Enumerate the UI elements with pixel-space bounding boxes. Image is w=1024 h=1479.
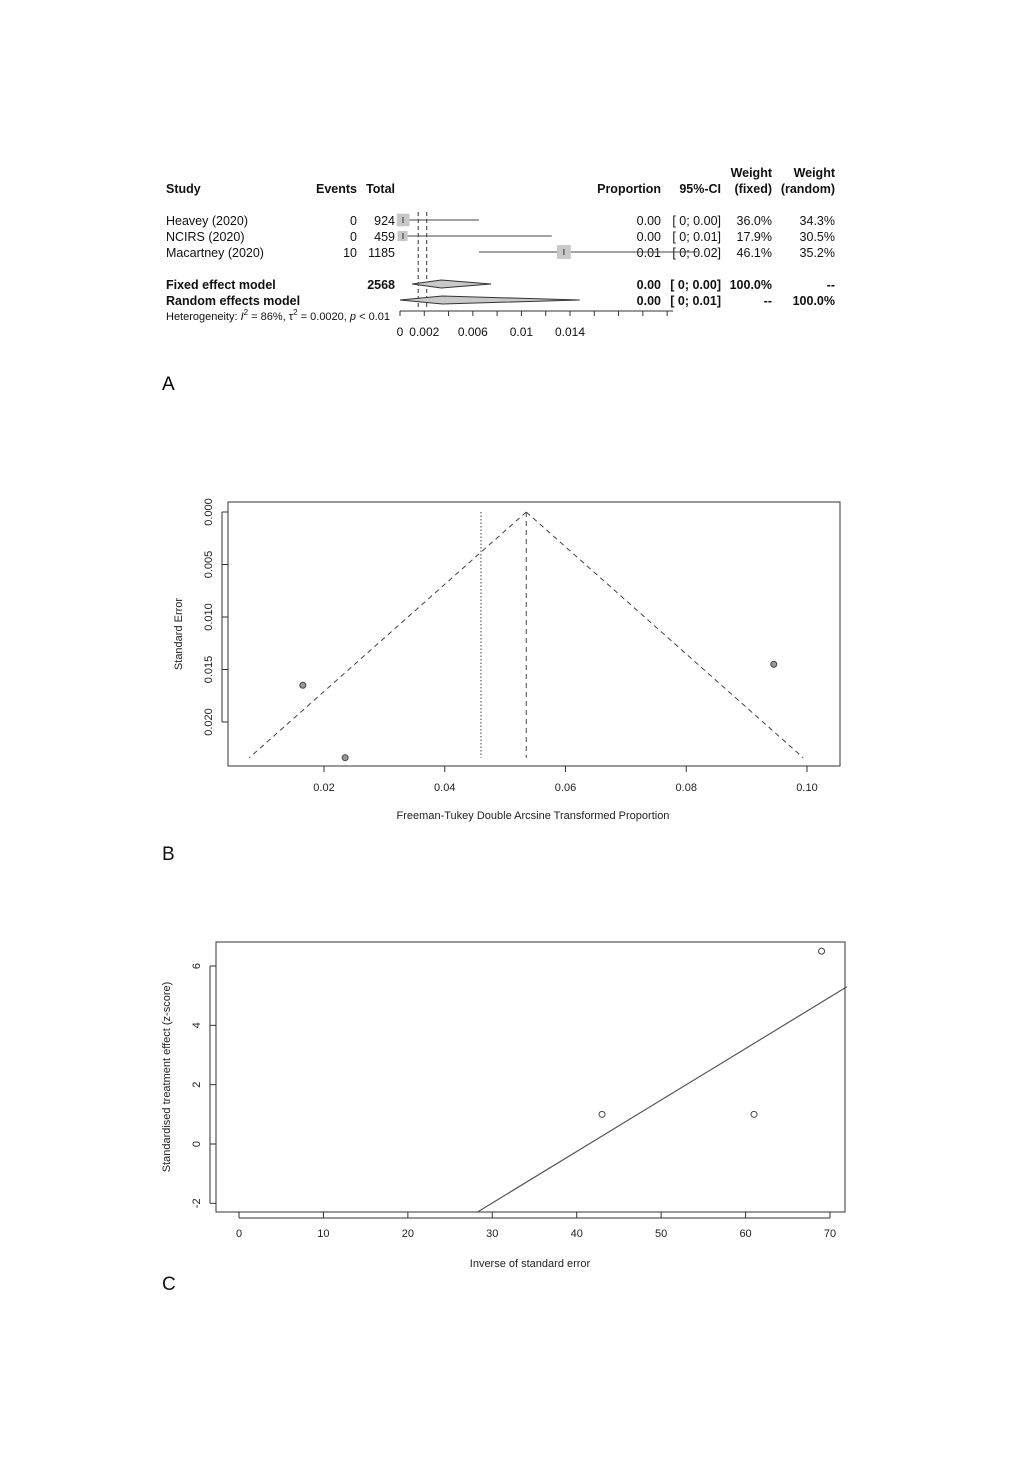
study-name: Heavey (2020) (166, 214, 248, 228)
scatter-y-tick-label: 4 (191, 1022, 203, 1029)
scatter-x-tick-label: 10 (317, 1228, 330, 1240)
fixed-model-proportion: 0.00 (636, 278, 661, 292)
study-events: 10 (343, 246, 357, 260)
header-events: Events (316, 182, 357, 196)
study-proportion: 0.01 (636, 246, 661, 260)
fixed-model-ci: [ 0; 0.00] (670, 278, 721, 292)
fixed-model-total: 2568 (367, 278, 395, 292)
study-weight-fixed: 46.1% (736, 246, 772, 260)
funnel-x-tick-label: 0.04 (434, 782, 456, 794)
scatter-x-tick-label: 40 (570, 1228, 583, 1240)
scatter-y-tick-label: 6 (191, 962, 203, 970)
scatter-x-tick-label: 70 (823, 1228, 837, 1240)
funnel-x-tick-label: 0.06 (554, 782, 577, 794)
scatter-y-tick-label: 2 (191, 1081, 203, 1088)
scatter-x-tick-label: 20 (401, 1228, 414, 1240)
scatter-graphics (191, 942, 847, 1240)
funnel-x-tick-label: 0.10 (796, 782, 818, 794)
funnel-y-axis-title: Standard Error (173, 597, 185, 671)
scatter-study-point (599, 1111, 605, 1117)
scatter-x-tick-label: 50 (655, 1228, 668, 1240)
study-ci: [ 0; 0.01] (672, 230, 721, 244)
funnel-y-tick-label: 0.005 (203, 550, 215, 579)
forest-x-tick-label: 0.014 (554, 325, 586, 339)
forest-x-tick-label: 0.002 (409, 325, 440, 339)
scatter-y-axis-title: Standardised treatment effect (z-score) (161, 981, 173, 1173)
study-weight-fixed: 36.0% (736, 214, 772, 228)
study-ci: [ 0; 0.02] (672, 246, 721, 260)
header-weight-fixed-2: (fixed) (734, 182, 772, 196)
header-total: Total (366, 182, 395, 196)
study-total: 1185 (368, 246, 395, 260)
study-total: 924 (374, 214, 395, 228)
header-ci: 95%-CI (679, 182, 721, 196)
funnel-y-tick-label: 0.015 (203, 655, 215, 684)
study-proportion: 0.00 (636, 230, 661, 244)
random-model-weight-random: 100.0% (792, 294, 835, 308)
study-total: 459 (374, 230, 395, 244)
study-weight-fixed: 17.9% (736, 230, 772, 244)
forest-x-tick-label: 0.006 (457, 325, 488, 339)
study-name: NCIRS (2020) (166, 230, 245, 244)
study-weight-random: 34.3% (799, 214, 835, 228)
heterogeneity-label: Heterogeneity: $I^2 = 86\%$, $\tau^2 = 0.0020$, p < 0.01 (166, 308, 390, 323)
study-weight-random: 35.2% (799, 246, 835, 260)
scatter-x-tick-label: 60 (739, 1228, 752, 1240)
fixed-model-weight-fixed: 100.0% (729, 278, 772, 292)
scatter-x-tick-label: 30 (486, 1228, 499, 1240)
study-name: Macartney (2020) (166, 246, 264, 260)
header-weight-random-2: (random) (780, 182, 835, 196)
random-model-name: Random effects model (166, 294, 301, 308)
scatter-plot-frame (216, 942, 845, 1212)
panel-label-a: A (162, 374, 175, 395)
funnel-x-tick-label: 0.08 (675, 782, 697, 794)
scatter-y-tick-label: -2 (191, 1198, 203, 1209)
scatter-y-tick-label: 0 (191, 1140, 203, 1148)
fixed-model-name: Fixed effect model (166, 278, 276, 292)
random-model-weight-fixed: -- (763, 294, 772, 308)
panel-label-b: B (162, 844, 175, 865)
panel-label-c: C (162, 1274, 176, 1295)
random-model-proportion: 0.00 (636, 294, 661, 308)
header-proportion: Proportion (597, 182, 661, 196)
study-events: 0 (350, 230, 357, 244)
regression-line (477, 987, 847, 1212)
fixed-model-weight-random: -- (826, 278, 835, 292)
funnel-x-axis-title: Freeman-Tukey Double Arcsine Transformed Proportion (396, 810, 670, 822)
study-ci: [ 0; 0.00] (672, 214, 721, 228)
funnel-x-tick-label: 0.02 (313, 782, 335, 794)
funnel-y-tick-label: 0.000 (203, 498, 215, 526)
scatter-x-tick-label: 0 (235, 1228, 243, 1240)
scatter-study-point (751, 1111, 757, 1117)
header-weight-random-1: Weight (793, 166, 835, 180)
study-weight-random: 30.5% (799, 230, 835, 244)
scatter-study-point (819, 948, 825, 954)
scatter-x-axis-title: Inverse of standard error (469, 1258, 591, 1270)
forest-x-tick-label: 0.01 (509, 325, 534, 339)
funnel-y-tick-label: 0.020 (203, 708, 215, 736)
header-weight-fixed-1: Weight (730, 166, 772, 180)
forest-x-tick-label: 0 (396, 325, 404, 339)
study-proportion: 0.00 (636, 214, 661, 228)
random-model-ci: [ 0; 0.01] (670, 294, 721, 308)
study-events: 0 (350, 214, 357, 228)
funnel-y-tick-label: 0.010 (203, 603, 215, 631)
header-study: Study (166, 182, 201, 196)
